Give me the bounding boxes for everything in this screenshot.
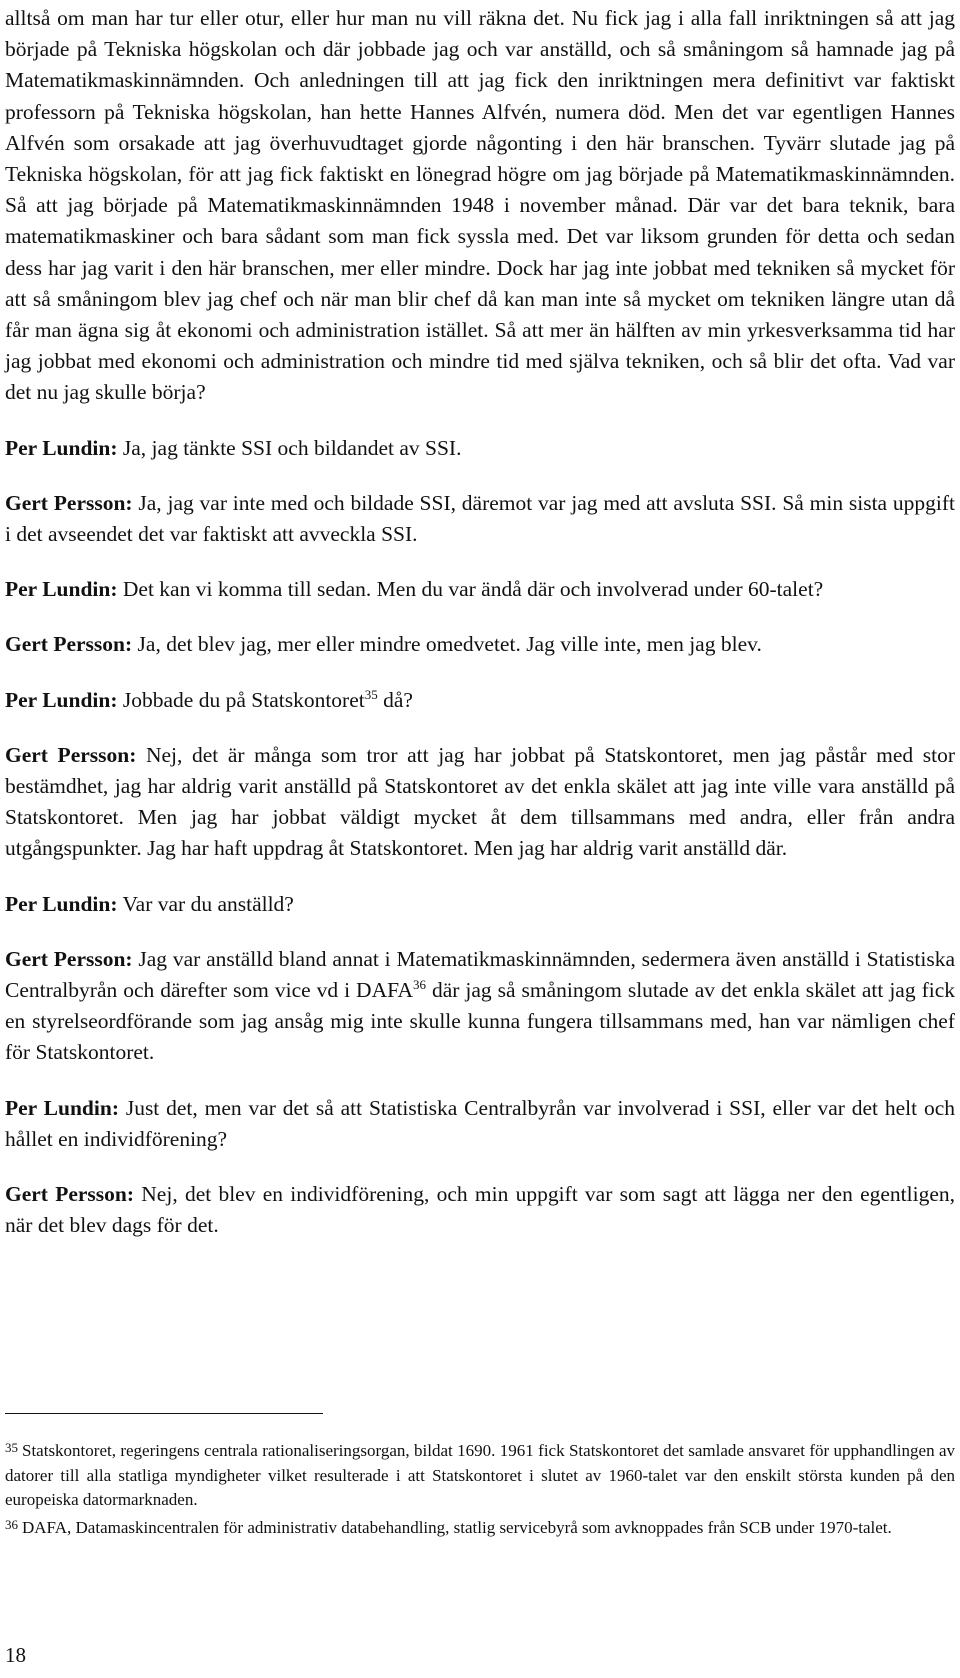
speaker-name: Gert Persson: <box>5 946 133 971</box>
page-number: 18 <box>5 1643 26 1667</box>
dialogue-turn <box>5 944 955 1069</box>
dialogue-turn <box>5 1093 955 1155</box>
turn-text: Just det, men var det så att Statistiska Centralbyrån var involverad i SSI, eller var det helt och hållet en individförening? <box>5 1095 955 1151</box>
footnote-separator <box>5 1413 323 1414</box>
speaker-name: Per Lundin: <box>5 687 118 712</box>
turn-text: Det kan vi komma till sedan. Men du var ändå där och involverad under 60-talet? <box>122 577 824 602</box>
turn-text: Ja, jag var inte med och bildade SSI, däremot var jag med att avsluta SSI. Så min sista uppgift i det avseendet det var faktiskt att avveckla SSI. <box>5 490 956 547</box>
dialogue-turn <box>5 629 955 660</box>
turn-text: Ja, jag tänkte SSI och bildandet av SSI. <box>122 435 462 460</box>
turn-text-end: då? <box>377 687 413 712</box>
turn-text: Nej, det blev en individförening, och min uppgift var som sagt att lägga ner den egentligen, när det blev dags för det. <box>5 1182 955 1238</box>
dialogue-turn <box>5 488 955 550</box>
footnote-text: DAFA, Datamaskincentralen för administrativ databehandling, statlig servicebyrå som avknoppades från SCB under 1970-talet. <box>22 1517 892 1537</box>
intro-paragraph: alltså om man har tur eller otur, eller hur man nu vill räkna det. Nu fick jag i alla fall inriktningen så att jag började på Tekniska högskolan och där jobbade jag och var anställd, och så småningom så hamnade jag på Matematikmaskinnämnden. Och anledningen till att jag fick den inriktningen mera definitivt var faktiskt professorn på Tekniska högskolan, han hette Hannes Alfvén, numera död. Men det var egentligen Hannes Alfvén som orsakade att jag överhuvudtaget gjorde någonting i den här branschen. Tyvärr slutade jag på Tekniska högskolan, för att jag fick faktiskt en lönegrad högre om jag började på Matematikmaskinnämnden. Så att jag började på Matematikmaskinnämnden 1948 i november månad. Där var det bara teknik, bara matematikmaskiner och bara sådant som man fick syssla med. Det var liksom grunden för detta och sedan dess har jag varit i den här branschen, mer eller mindre. Dock har jag inte jobbat med tekniken så mycket för att så småningom blev jag chef och när man blir chef då kan man inte så mycket om tekniken längre utan då får man ägna sig åt ekonomi och administration istället. Så att mer än hälften av min yrkesverksamma tid har jag jobbat med ekonomi och administration och mindre tid med själva tekniken, och så blir det ofta. Vad var det nu jag skulle börja? <box>5 6 955 405</box>
speaker-name: Gert Persson: <box>5 490 133 515</box>
footnote-number: 36 <box>5 1516 18 1532</box>
turn-text: Ja, det blev jag, mer eller mindre omedvetet. Jag ville inte, men jag blev. <box>137 632 762 657</box>
turn-text: Jag var anställd bland annat i Matematikmaskinnämnden, sedermera även anställd i Statistiska Centralbyrån och därefter som vice vd i DAFA <box>5 946 955 1003</box>
dialogue-turn <box>5 1179 955 1241</box>
dialogue-turn <box>5 685 955 716</box>
footnotes <box>5 1436 955 1540</box>
footnote-36 <box>5 1513 955 1541</box>
turn-text: Jobbade du på Statskontoret <box>122 687 365 712</box>
speaker-name: Gert Persson: <box>5 632 133 657</box>
footnote-number: 35 <box>5 1440 18 1455</box>
footnote-35 <box>5 1436 955 1513</box>
speaker-name: Gert Persson: <box>5 742 137 767</box>
speaker-name: Per Lundin: <box>5 435 118 460</box>
speaker-name: Per Lundin: <box>5 577 118 602</box>
speaker-name: Per Lundin: <box>5 1095 119 1120</box>
body-text <box>5 3 955 1266</box>
turn-text-end: där jag så småningom slutade av det enkla skälet att jag fick en styrelseordförande som jag ansåg mig inte skulle kunna fungera tillsammans med, han var nämligen chef för Statskontoret. <box>5 978 955 1065</box>
turn-text: Nej, det är många som tror att jag har jobbat på Statskontoret, men jag påstår med stor bestämdhet, jag har aldrig varit anställd på Statskontoret av det enkla skälet att jag inte ville vara anställd på Statskontoret. Men jag har jobbat väldigt mycket åt dem tillsammans med andra, eller från andra utgångspunkter. Jag har haft uppdrag åt Statskontoret. Men jag har aldrig varit anställd där. <box>5 742 955 861</box>
dialogue-turn <box>5 740 955 865</box>
dialogue-turn <box>5 433 955 464</box>
dialogue-turn <box>5 574 955 605</box>
dialogue-turn <box>5 889 955 920</box>
footnote-ref-35[interactable]: 35 <box>364 686 378 702</box>
turn-text: Var var du anställd? <box>122 891 294 916</box>
footnote-text: Statskontoret, regeringens centrala rationaliseringsorgan, bildat 1690. 1961 fick Statskontoret det samlade ansvaret för upphandlingen av datorer till alla statliga myndigheter vilket resulterade i att Statskontoret i slutet av 1960-talet var den enskilt största kunden på den europeiska datormarknaden. <box>5 1441 955 1509</box>
footnote-ref-36[interactable]: 36 <box>413 977 426 993</box>
speaker-name: Gert Persson: <box>5 1182 135 1207</box>
speaker-name: Per Lundin: <box>5 891 118 916</box>
